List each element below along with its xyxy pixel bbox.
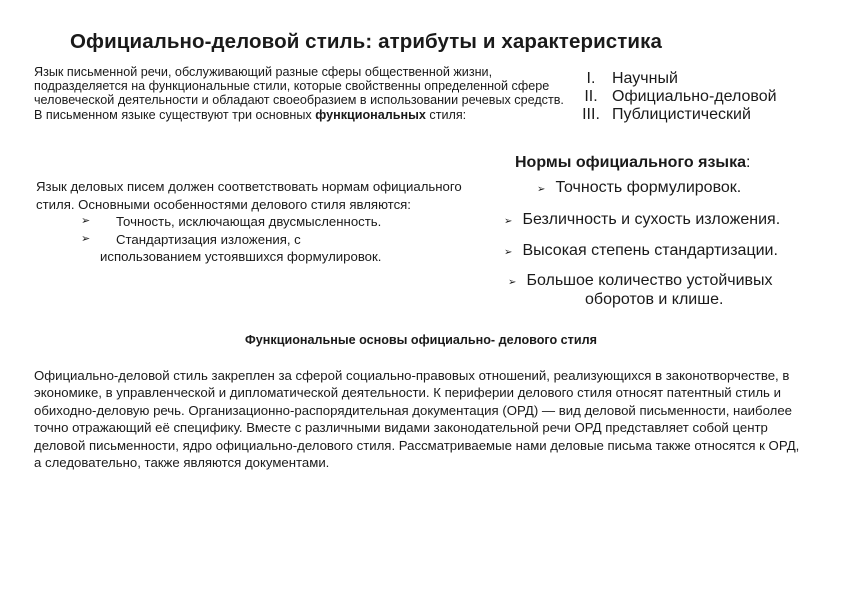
norm-item-continuation — [585, 290, 723, 309]
arrow-bullet-icon: ➢ — [504, 247, 513, 258]
norm-item — [504, 210, 780, 231]
norm-item — [537, 178, 741, 199]
list-label: Научный — [612, 70, 678, 87]
business-item-continuation: использованием устоявшихся формулировок. — [100, 249, 382, 265]
norms-colon: : — [745, 154, 751, 171]
styles-list-item — [570, 88, 830, 106]
norm-text: Высокая степень стандартизации. — [522, 242, 778, 259]
norm-text: Большое количество устойчивых — [526, 272, 773, 289]
business-letters-block — [36, 178, 466, 266]
arrow-bullet-icon: ➢ — [537, 184, 546, 195]
intro-text: Язык письменной речи, обслуживающий разные сферы общественной жизни, подразделяется на функциональные стили, которые свойственны определенной сфере человеческой деятельности и обладают своеобразием в использовании речевых средств. В письменном языке существуют три основных — [34, 65, 564, 122]
norm-item — [508, 271, 773, 292]
list-number: I. — [586, 70, 596, 87]
business-item — [36, 231, 466, 249]
norms-title: Нормы официального языка — [515, 154, 746, 171]
norms-heading — [515, 154, 750, 172]
section-subtitle: Функциональные основы официально- делового стиля — [245, 333, 597, 347]
business-text: Язык деловых писем должен соответствовать нормам официального стиля. Основными особенностями делового стиля являются: — [36, 179, 462, 212]
list-number: III. — [582, 106, 600, 123]
norm-text: Точность формулировок. — [555, 179, 742, 196]
norm-text: Безличность и сухость изложения. — [522, 211, 781, 228]
arrow-bullet-icon: ➢ — [81, 232, 91, 245]
norm-item — [504, 241, 778, 262]
business-item-text: Точность, исключающая двусмысленность. — [116, 214, 382, 230]
page-title: Официально-деловой стиль: атрибуты и характеристика — [70, 30, 662, 53]
intro-paragraph — [34, 65, 564, 122]
styles-list — [570, 70, 830, 124]
intro-bold-word: функциональных — [315, 107, 426, 122]
list-label: Официально-деловой — [612, 88, 777, 105]
main-paragraph: Официально-деловой стиль закреплен за сферой социально-правовых отношений, реализующихся в законотворчестве, в экономике, в управленческой и дипломатической деятельности. К периферии делового стиля относят патентный стиль и обиходно-деловую речь. Организационно-распорядительная документация (ОРД) — вид деловой письменности, наиболее точно отражающий её специфику. Вместе с различными видами законодательной речи ОРД представляет собой центр деловой письменности, ядро официально-делового стиля. Рассматриваемые нами деловые письма также относятся к ОРД, а следовательно, также являются документами. — [34, 368, 800, 471]
arrow-bullet-icon: ➢ — [81, 215, 91, 228]
styles-list-item — [570, 106, 830, 124]
list-label: Публицистический — [612, 106, 751, 123]
intro-tail: стиля: — [429, 107, 467, 122]
arrow-bullet-icon: ➢ — [508, 277, 517, 288]
norm-text: оборотов и клише. — [585, 291, 724, 308]
business-item-text: Стандартизация изложения, с — [116, 231, 301, 247]
styles-list-item — [570, 70, 830, 88]
list-number: II. — [584, 88, 598, 105]
arrow-bullet-icon: ➢ — [504, 216, 513, 227]
business-item — [36, 213, 466, 231]
